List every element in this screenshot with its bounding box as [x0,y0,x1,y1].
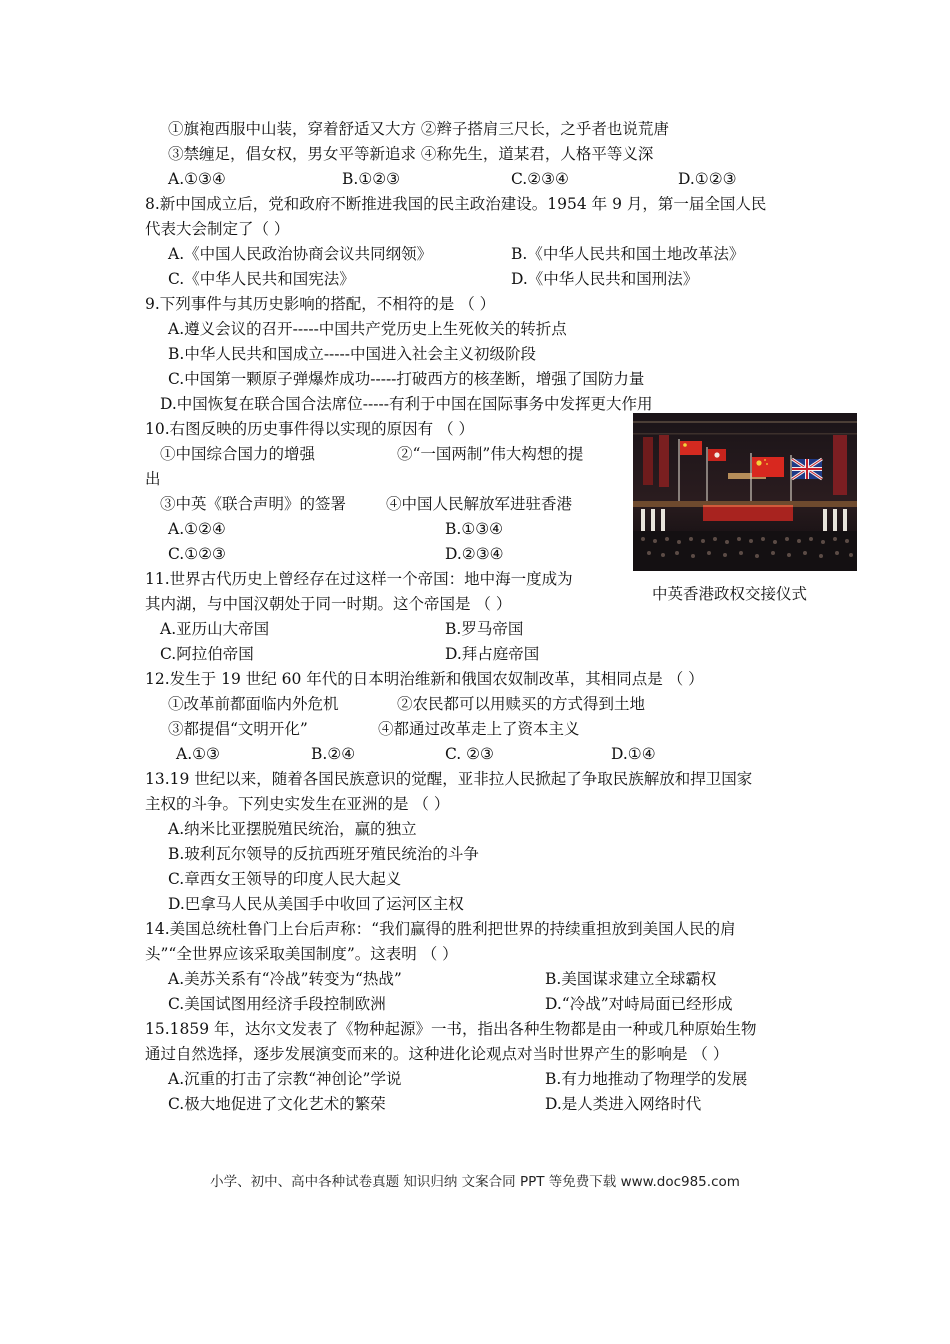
q11-option-a: A.亚历山大帝国 [160,620,270,638]
q8-option-d: D.《中华人民共和国刑法》 [511,270,699,288]
q8-option-a: A.《中国人民政治协商会议共同纲领》 [168,245,433,263]
q10-option-a: A.①②④ [168,520,226,538]
figure-caption: 中英香港政权交接仪式 [652,585,808,603]
q14-option-c: C.美国试图用经济手段控制欧洲 [168,995,386,1013]
q12-statement-1: ①改革前都面临内外危机 [168,695,339,713]
q10-option-d: D.②③④ [445,545,504,563]
q15-option-b: B.有力地推动了物理学的发展 [545,1070,748,1088]
q12-statement-4: ④都通过改革走上了资本主义 [378,720,580,738]
handover-ceremony-photo [633,413,857,571]
q9-option-b: B.中华人民共和国成立-----中国进入社会主义初级阶段 [168,345,537,363]
footer-download-note: 小学、初中、高中各种试卷真题 知识归纳 文案合同 PPT 等免费下载 www.doc985.com [210,1174,740,1190]
q10-statement-3: ③中英《联合声明》的签署 [160,495,347,513]
option-c: C.②③④ [511,170,569,188]
q13-option-a: A.纳米比亚摆脱殖民统治，赢的独立 [168,820,417,838]
q12-option-c: C. ②③ [445,745,494,763]
option-a: A.①③④ [168,170,226,188]
q9-option-d: D.中国恢复在联合国合法席位-----有利于中国在国际事务中发挥更大作用 [160,395,653,413]
q8-option-c: C.《中华人民共和国宪法》 [168,270,355,288]
q10-option-c: C.①②③ [168,545,226,563]
q12-option-a: A.①③ [176,745,220,763]
question-15-stem-cont: 通过自然选择，逐步发展演变而来的。这种进化论观点对当时世界产生的影响是 （ ） [145,1045,729,1063]
option-b: B.①②③ [342,170,401,188]
q12-option-d: D.①④ [611,745,656,763]
q15-option-a: A.沉重的打击了宗教“神创论”学说 [168,1070,402,1088]
q10-statement-4: ④中国人民解放军进驻香港 [386,495,573,513]
question-8-stem-cont: 代表大会制定了（ ） [145,220,290,238]
q12-statement-2: ②农民都可以用赎买的方式得到土地 [397,695,646,713]
question-15-stem: 15.1859 年，达尔文发表了《物种起源》一书，指出各种生物都是由一种或几种原始生物 [145,1020,757,1038]
q9-option-a: A.遵义会议的召开-----中国共产党历史上生死攸关的转折点 [168,320,567,338]
option-d: D.①②③ [678,170,737,188]
q15-option-d: D.是人类进入网络时代 [545,1095,702,1113]
question-14-stem: 14.美国总统杜鲁门上台后声称：“我们赢得的胜利把世界的持续重担放到美国人民的肩 [145,920,736,938]
q11-option-b: B.罗马帝国 [445,620,524,638]
question-11-stem: 11.世界古代历史上曾经存在过这样一个帝国：地中海一度成为 [145,570,573,588]
q13-option-d: D.巴拿马人民从美国手中收回了运河区主权 [168,895,464,913]
question-9-stem: 9.下列事件与其历史影响的搭配，不相符的是 （ ） [145,295,496,313]
statement-1-2: ①旗袍西服中山装，穿着舒适又大方 ②辫子搭肩三尺长，之乎者也说荒唐 [168,120,669,138]
statement-3-4: ③禁缠足，倡女权，男女平等新追求 ④称先生，道某君，人格平等义深 [168,145,654,163]
q11-option-c: C.阿拉伯帝国 [160,645,254,663]
q14-option-b: B.美国谋求建立全球霸权 [545,970,717,988]
q10-option-b: B.①③④ [445,520,504,538]
q15-option-c: C.极大地促进了文化艺术的繁荣 [168,1095,386,1113]
q10-statement-1: ①中国综合国力的增强 [160,445,316,463]
question-14-stem-cont: 头”“全世界应该采取美国制度”。这表明 （ ） [145,945,458,963]
q13-option-c: C.章西女王领导的印度人民大起义 [168,870,402,888]
q10-statement-2-cont: 出 [145,470,161,488]
q12-option-b: B.②④ [311,745,356,763]
q11-option-d: D.拜占庭帝国 [445,645,540,663]
question-11-stem-cont: 其内湖，与中国汉朝处于同一时期。这个帝国是 （ ） [145,595,512,613]
q9-option-c: C.中国第一颗原子弹爆炸成功-----打破西方的核垄断，增强了国防力量 [168,370,645,388]
question-13-stem-cont: 主权的斗争。下列史实发生在亚洲的是 （ ） [145,795,450,813]
question-10-stem: 10.右图反映的历史事件得以实现的原因有 （ ） [145,420,475,438]
q8-option-b: B.《中华人民共和国土地改革法》 [511,245,745,263]
q14-option-a: A.美苏关系有“冷战”转变为“热战” [168,970,402,988]
q13-option-b: B.玻利瓦尔领导的反抗西班牙殖民统治的斗争 [168,845,479,863]
q10-statement-2: ②“一国两制”伟大构想的提 [397,445,584,463]
q14-option-d: D.“冷战”对峙局面已经形成 [545,995,733,1013]
q12-statement-3: ③都提倡“文明开化” [168,720,308,738]
question-13-stem: 13.19 世纪以来，随着各国民族意识的觉醒，亚非拉人民掀起了争取民族解放和捍卫国家 [145,770,753,788]
question-8-stem: 8.新中国成立后，党和政府不断推进我国的民主政治建设。1954 年 9 月，第一届全国人民 [145,195,767,213]
question-12-stem: 12.发生于 19 世纪 60 年代的日本明治维新和俄国农奴制改革，其相同点是 （ ） [145,670,704,688]
